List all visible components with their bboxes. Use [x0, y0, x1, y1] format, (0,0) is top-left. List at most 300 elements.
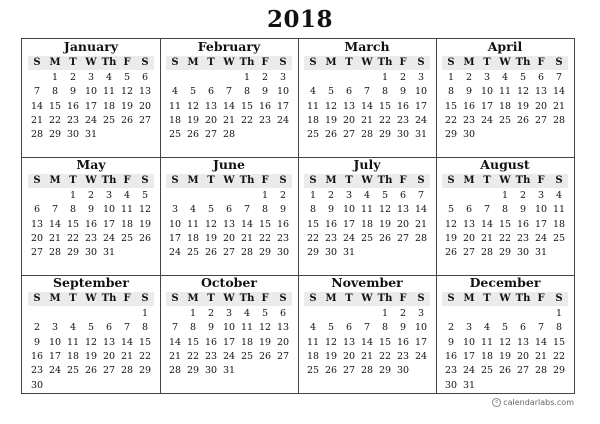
weekday-label: W [361, 57, 373, 68]
day-cell: 4 [105, 72, 113, 83]
day-cell: 13 [30, 218, 44, 230]
day-cell: 13 [342, 336, 356, 348]
day-cell: 26 [258, 350, 272, 362]
day-cell: 16 [516, 218, 530, 230]
weekday-label: S [33, 175, 41, 186]
day-cell: 13 [276, 322, 290, 334]
day-cell: 1 [51, 72, 59, 83]
day-cell: 21 [120, 350, 134, 362]
day-cell: 21 [240, 232, 254, 244]
day-cell: 17 [48, 350, 62, 362]
day-cell: 5 [501, 322, 509, 334]
day-cell: 16 [66, 100, 80, 112]
day-cell: 17 [414, 336, 428, 348]
weekday-label: M [325, 293, 337, 304]
day-cell: 18 [240, 336, 254, 348]
day-cell: 10 [414, 86, 428, 98]
day-cell: 28 [552, 114, 566, 126]
day-cell: 14 [552, 86, 566, 98]
weekday-label: S [141, 293, 149, 304]
weekday-label: T [483, 57, 491, 68]
day-cell: 10 [102, 204, 116, 216]
weekday-label: T [345, 293, 353, 304]
day-cell: 19 [84, 350, 98, 362]
day-cell: 8 [243, 86, 251, 98]
weekday-label: M [49, 57, 61, 68]
day-cell: 7 [51, 204, 59, 216]
day-cell: 27 [342, 129, 356, 141]
day-cell: 7 [363, 322, 371, 334]
day-cell: 30 [516, 247, 530, 259]
day-cell: 22 [186, 350, 200, 362]
day-cell: 12 [120, 86, 134, 98]
weekday-label: S [309, 175, 317, 186]
day-cell: 4 [171, 86, 179, 98]
month-name: September [53, 275, 129, 290]
weekday-label: M [463, 293, 475, 304]
day-cell: 29 [66, 247, 80, 259]
weekday-label: S [309, 57, 317, 68]
day-cell: 7 [123, 322, 131, 334]
weekday-label: F [537, 57, 545, 68]
day-cell: 18 [498, 100, 512, 112]
day-cell: 26 [324, 129, 338, 141]
day-cell: 1 [189, 308, 197, 319]
weekday-label: F [261, 293, 269, 304]
day-cell: 13 [396, 204, 410, 216]
day-cell: 25 [102, 114, 116, 126]
day-cell: 26 [84, 365, 98, 377]
day-cell: 17 [276, 100, 290, 112]
day-cell: 24 [342, 232, 356, 244]
weekday-header [442, 174, 568, 188]
weekday-label: T [345, 57, 353, 68]
day-cell: 15 [138, 336, 152, 348]
day-cell: 6 [279, 308, 287, 319]
month-name: January [63, 39, 119, 54]
year-title: 2018 [266, 6, 333, 33]
day-cell: 14 [48, 218, 62, 230]
day-cell: 1 [261, 190, 269, 201]
day-cell: 29 [306, 247, 320, 259]
day-cell: 24 [102, 232, 116, 244]
day-cell: 27 [204, 129, 218, 141]
day-cell: 23 [462, 114, 476, 126]
weekday-label: T [69, 175, 77, 186]
day-cell: 19 [378, 218, 392, 230]
day-cell: 24 [48, 365, 62, 377]
day-cell: 21 [222, 114, 236, 126]
day-cell: 19 [138, 218, 152, 230]
calendar-grid [21, 38, 575, 394]
day-cell: 4 [555, 190, 563, 201]
day-cell: 10 [168, 218, 182, 230]
weekday-label: S [33, 57, 41, 68]
weekday-label: T [207, 57, 215, 68]
day-cell: 16 [84, 218, 98, 230]
day-cell: 30 [84, 247, 98, 259]
day-cell: 2 [261, 72, 269, 83]
day-cell: 6 [105, 322, 113, 334]
day-cell: 26 [378, 232, 392, 244]
weekday-label: S [171, 57, 179, 68]
day-cell: 23 [204, 350, 218, 362]
day-cell: 22 [66, 232, 80, 244]
weekday-label: S [555, 293, 563, 304]
day-cell: 2 [519, 190, 527, 201]
day-cell: 24 [276, 114, 290, 126]
day-cell: 9 [69, 86, 77, 98]
day-cell: 9 [447, 336, 455, 348]
day-cell: 10 [276, 86, 290, 98]
day-cell: 13 [534, 86, 548, 98]
weekday-label: W [223, 175, 235, 186]
day-cell: 5 [447, 204, 455, 216]
day-cell: 28 [534, 365, 548, 377]
day-cell: 28 [480, 247, 494, 259]
day-cell: 8 [309, 204, 317, 216]
day-cell: 17 [168, 232, 182, 244]
day-cell: 29 [138, 365, 152, 377]
day-cell: 13 [516, 336, 530, 348]
day-cell: 5 [189, 86, 197, 98]
day-cell: 4 [69, 322, 77, 334]
day-cell: 22 [48, 114, 62, 126]
day-cell: 23 [258, 114, 272, 126]
day-cell: 11 [186, 218, 200, 230]
day-cell: 24 [534, 232, 548, 244]
day-cell: 27 [138, 114, 152, 126]
weekday-label: W [361, 175, 373, 186]
day-cell: 15 [258, 218, 272, 230]
day-cell: 25 [480, 365, 494, 377]
weekday-label: W [223, 57, 235, 68]
month-name: October [201, 275, 257, 290]
weekday-label: S [279, 57, 287, 68]
weekday-label: Th [101, 175, 117, 186]
day-cell: 20 [102, 350, 116, 362]
day-cell: 7 [171, 322, 179, 334]
weekday-label: F [399, 175, 407, 186]
day-cell: 20 [342, 350, 356, 362]
day-cell: 23 [444, 365, 458, 377]
day-cell: 23 [30, 365, 44, 377]
day-cell: 21 [48, 232, 62, 244]
day-cell: 15 [48, 100, 62, 112]
day-cell: 21 [30, 114, 44, 126]
day-cell: 11 [306, 100, 320, 112]
month-name: June [212, 157, 246, 172]
day-cell: 9 [261, 86, 269, 98]
day-cell: 9 [519, 204, 527, 216]
weekday-label: S [417, 175, 425, 186]
day-cell: 31 [342, 247, 356, 259]
day-cell: 16 [30, 350, 44, 362]
day-cell: 17 [414, 100, 428, 112]
month-april [436, 39, 574, 157]
day-cell: 15 [306, 218, 320, 230]
day-cell: 19 [258, 336, 272, 348]
day-cell: 7 [537, 322, 545, 334]
day-cell: 8 [141, 322, 149, 334]
day-cell: 31 [84, 129, 98, 141]
day-cell: 21 [360, 114, 374, 126]
day-cell: 14 [30, 100, 44, 112]
day-cell: 31 [462, 379, 476, 391]
weekday-label: Th [377, 175, 393, 186]
day-cell: 11 [306, 336, 320, 348]
day-cell: 19 [204, 232, 218, 244]
month-october [160, 275, 298, 393]
day-cell: 8 [555, 322, 563, 334]
day-cell: 15 [444, 100, 458, 112]
day-cell: 9 [399, 322, 407, 334]
day-cell: 4 [483, 322, 491, 334]
weekday-label: S [171, 175, 179, 186]
day-cell: 19 [186, 114, 200, 126]
month-june [160, 157, 298, 275]
day-cell: 1 [447, 72, 455, 83]
day-cell: 6 [225, 204, 233, 216]
day-cell: 22 [444, 114, 458, 126]
day-cell: 1 [381, 308, 389, 319]
weekday-label: F [399, 293, 407, 304]
day-cell: 11 [360, 204, 374, 216]
day-cell: 31 [534, 247, 548, 259]
weekday-label: M [49, 293, 61, 304]
weekday-header [28, 56, 154, 70]
day-cell: 8 [447, 86, 455, 98]
day-cell: 23 [516, 232, 530, 244]
day-cell: 15 [240, 100, 254, 112]
weekday-label: W [223, 293, 235, 304]
day-cell: 21 [414, 218, 428, 230]
day-cell: 18 [480, 350, 494, 362]
day-cell: 5 [207, 204, 215, 216]
day-cell: 2 [207, 308, 215, 319]
day-cell: 4 [501, 72, 509, 83]
day-cell: 15 [186, 336, 200, 348]
day-cell: 18 [186, 232, 200, 244]
day-cell: 7 [555, 72, 563, 83]
day-cell: 18 [360, 218, 374, 230]
day-cell: 7 [363, 86, 371, 98]
day-cell: 27 [534, 114, 548, 126]
weekday-label: Th [377, 293, 393, 304]
day-cell: 8 [69, 204, 77, 216]
day-cell: 24 [222, 350, 236, 362]
day-cell: 12 [324, 100, 338, 112]
day-cell: 1 [141, 308, 149, 319]
weekday-label: T [207, 293, 215, 304]
day-cell: 3 [279, 72, 287, 83]
month-name: November [331, 275, 403, 290]
day-cell: 11 [480, 336, 494, 348]
day-cell: 30 [396, 365, 410, 377]
day-cell: 25 [306, 129, 320, 141]
day-cell: 30 [276, 247, 290, 259]
day-cell: 14 [240, 218, 254, 230]
day-cell: 28 [222, 129, 236, 141]
weekday-label: T [483, 293, 491, 304]
weekday-label: T [345, 175, 353, 186]
month-name: April [487, 39, 523, 54]
weekday-label: M [49, 175, 61, 186]
day-cell: 6 [519, 322, 527, 334]
weekday-header [166, 56, 292, 70]
weekday-label: F [261, 175, 269, 186]
day-cell: 26 [204, 247, 218, 259]
month-february [160, 39, 298, 157]
day-cell: 22 [240, 114, 254, 126]
day-cell: 10 [48, 336, 62, 348]
day-cell: 12 [84, 336, 98, 348]
month-january [22, 39, 160, 157]
day-cell: 15 [66, 218, 80, 230]
copyright-icon: c [492, 398, 501, 407]
weekday-label: M [463, 175, 475, 186]
day-cell: 31 [414, 129, 428, 141]
day-cell: 19 [498, 350, 512, 362]
day-cell: 12 [186, 100, 200, 112]
day-cell: 11 [240, 322, 254, 334]
day-cell: 24 [414, 350, 428, 362]
day-cell: 6 [399, 190, 407, 201]
month-name: February [197, 39, 261, 54]
weekday-label: T [69, 293, 77, 304]
day-cell: 9 [207, 322, 215, 334]
day-cell: 30 [462, 129, 476, 141]
weekday-header [304, 56, 430, 70]
day-cell: 2 [33, 322, 41, 334]
day-cell: 26 [324, 365, 338, 377]
day-cell: 2 [465, 72, 473, 83]
day-cell: 24 [480, 114, 494, 126]
day-cell: 6 [207, 86, 215, 98]
weekday-label: S [171, 293, 179, 304]
day-cell: 13 [138, 86, 152, 98]
day-cell: 23 [396, 114, 410, 126]
day-cell: 11 [66, 336, 80, 348]
weekday-label: Th [239, 57, 255, 68]
day-cell: 22 [552, 350, 566, 362]
day-cell: 5 [327, 322, 335, 334]
weekday-label: M [187, 175, 199, 186]
day-cell: 31 [102, 247, 116, 259]
day-cell: 5 [87, 322, 95, 334]
day-cell: 6 [33, 204, 41, 216]
day-cell: 14 [168, 336, 182, 348]
day-cell: 16 [258, 100, 272, 112]
day-cell: 8 [189, 322, 197, 334]
day-cell: 10 [534, 204, 548, 216]
weekday-label: M [187, 57, 199, 68]
day-cell: 5 [519, 72, 527, 83]
day-cell: 22 [378, 350, 392, 362]
day-cell: 20 [204, 114, 218, 126]
day-cell: 15 [498, 218, 512, 230]
day-cell: 30 [324, 247, 338, 259]
day-cell: 25 [168, 129, 182, 141]
day-cell: 18 [102, 100, 116, 112]
day-cell: 18 [66, 350, 80, 362]
weekday-label: F [537, 293, 545, 304]
weekday-label: W [499, 293, 511, 304]
day-cell: 12 [444, 218, 458, 230]
day-cell: 18 [306, 114, 320, 126]
day-cell: 20 [516, 350, 530, 362]
day-cell: 22 [498, 232, 512, 244]
day-cell: 5 [123, 72, 131, 83]
day-cell: 11 [552, 204, 566, 216]
day-cell: 31 [222, 365, 236, 377]
month-name: December [469, 275, 541, 290]
weekday-header [304, 292, 430, 306]
weekday-label: S [33, 293, 41, 304]
day-cell: 21 [168, 350, 182, 362]
month-december [436, 275, 574, 393]
month-november [298, 275, 436, 393]
day-cell: 17 [462, 350, 476, 362]
day-cell: 19 [444, 232, 458, 244]
weekday-label: S [279, 175, 287, 186]
day-cell: 11 [168, 100, 182, 112]
weekday-label: Th [515, 293, 531, 304]
weekday-label: S [555, 175, 563, 186]
day-cell: 24 [462, 365, 476, 377]
day-cell: 20 [396, 218, 410, 230]
day-cell: 5 [261, 308, 269, 319]
month-name: August [480, 157, 530, 172]
weekday-label: T [69, 57, 77, 68]
day-cell: 17 [84, 100, 98, 112]
day-cell: 12 [138, 204, 152, 216]
weekday-header [442, 56, 568, 70]
day-cell: 25 [498, 114, 512, 126]
day-cell: 6 [465, 204, 473, 216]
day-cell: 3 [537, 190, 545, 201]
day-cell: 29 [444, 129, 458, 141]
day-cell: 24 [168, 247, 182, 259]
day-cell: 5 [381, 190, 389, 201]
day-cell: 2 [399, 308, 407, 319]
weekday-label: W [85, 293, 97, 304]
day-cell: 4 [243, 308, 251, 319]
weekday-label: Th [239, 175, 255, 186]
day-cell: 17 [534, 218, 548, 230]
month-name: July [353, 157, 381, 172]
day-cell: 29 [378, 129, 392, 141]
day-cell: 20 [534, 100, 548, 112]
weekday-label: F [123, 175, 131, 186]
weekday-header [442, 292, 568, 306]
weekday-label: S [417, 57, 425, 68]
day-cell: 16 [462, 100, 476, 112]
day-cell: 7 [243, 204, 251, 216]
day-cell: 14 [120, 336, 134, 348]
month-july [298, 157, 436, 275]
day-cell: 6 [345, 322, 353, 334]
day-cell: 3 [51, 322, 59, 334]
day-cell: 21 [480, 232, 494, 244]
day-cell: 16 [444, 350, 458, 362]
day-cell: 19 [324, 114, 338, 126]
month-may [22, 157, 160, 275]
day-cell: 4 [309, 322, 317, 334]
weekday-header [28, 174, 154, 188]
day-cell: 20 [30, 232, 44, 244]
weekday-label: W [85, 175, 97, 186]
